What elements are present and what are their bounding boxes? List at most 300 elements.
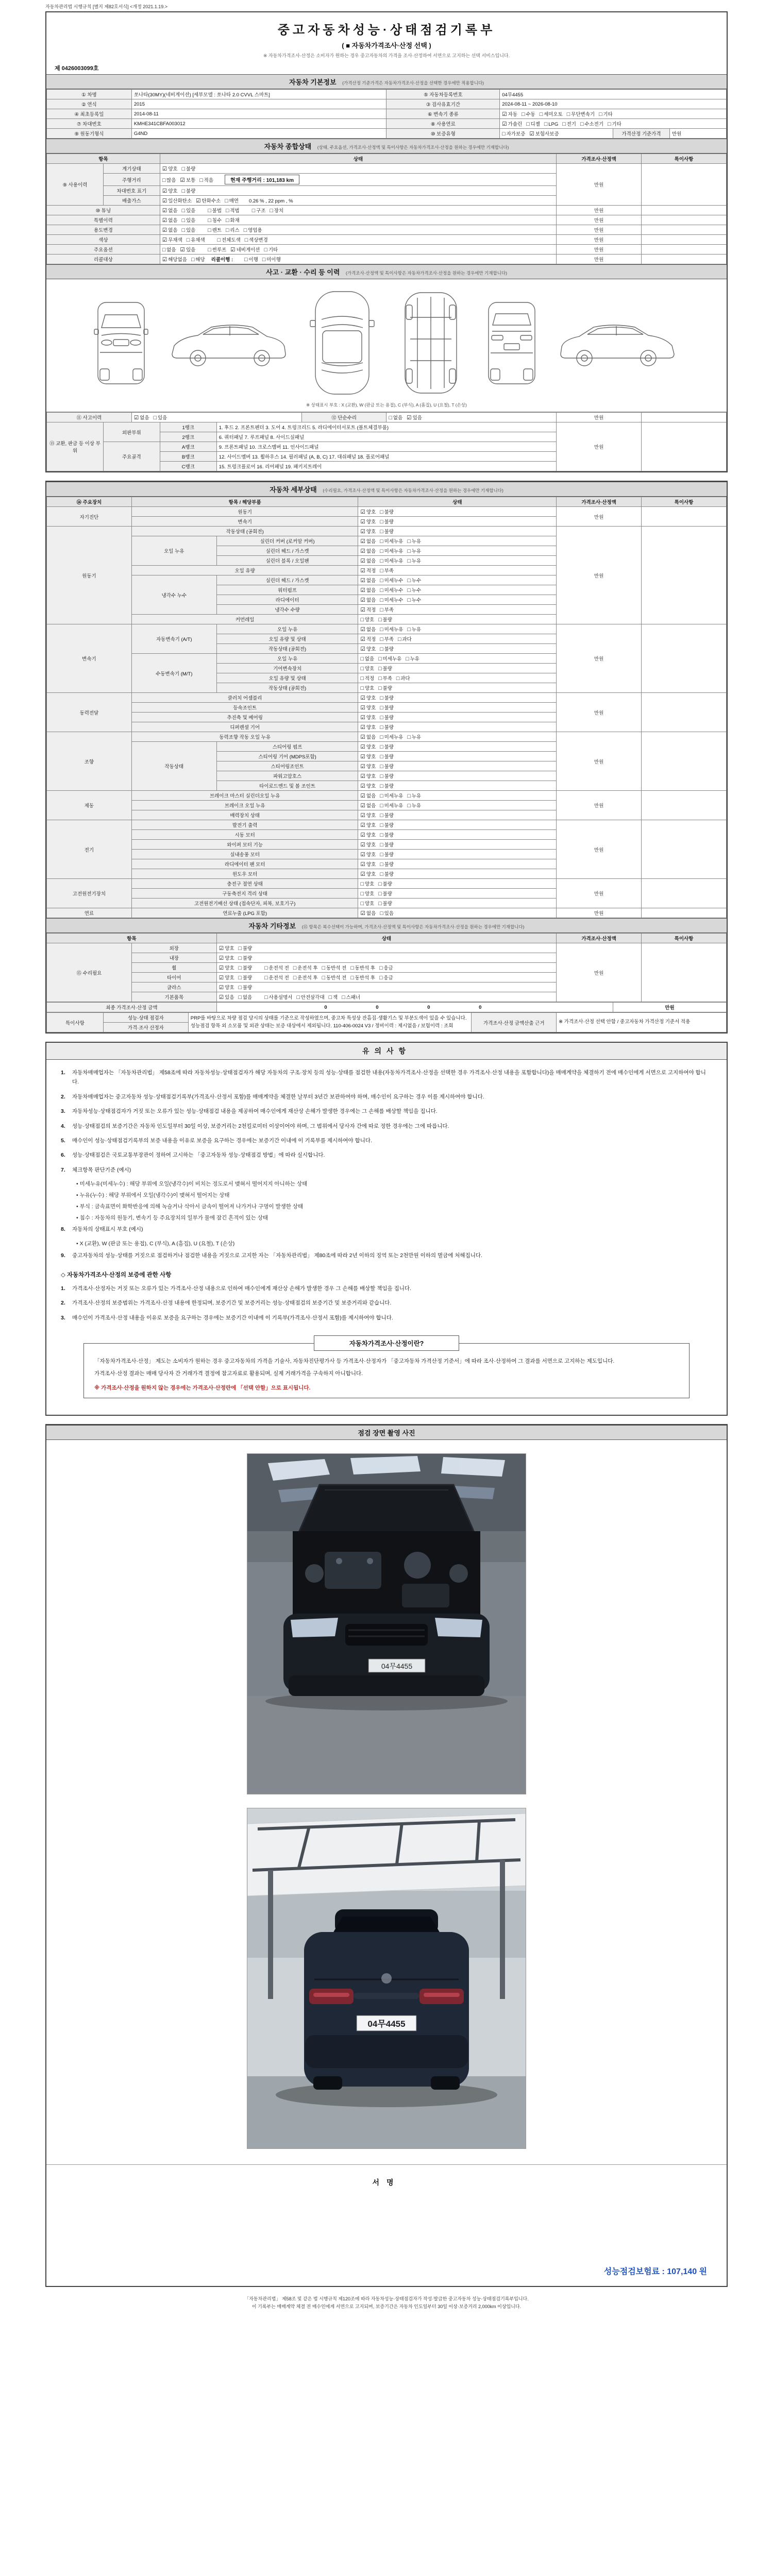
checkbox-checked[interactable]: ☑ 양호 xyxy=(360,861,376,868)
checkbox-checked[interactable]: ☑ 해당없음 xyxy=(162,257,187,263)
checkbox-empty[interactable]: □ 사용설명서 xyxy=(264,994,293,1001)
checkbox-icon: ☑ xyxy=(360,646,365,652)
checkbox-icon: ☑ xyxy=(360,832,365,838)
checkbox-checked[interactable]: ☑ 양호 xyxy=(360,852,376,858)
text-cell: 1. 후드 2. 프론트펜더 3. 도어 4. 트렁크리드 5. 라디에이터서포트 (볼트체결부품) xyxy=(216,422,556,432)
checkbox-empty[interactable]: □ 자가보증 xyxy=(502,131,526,137)
report-header-note: ※ 자동차가격조사·산정은 소비자가 원하는 경우 중고자동차의 가격을 조사·산정하여 서면으로 고지하는 선택 서비스입니다. xyxy=(263,53,510,58)
column-header: 특이사항 xyxy=(642,154,727,164)
checkbox-group xyxy=(219,956,256,961)
notice-number: 4. xyxy=(61,1123,65,1129)
checkbox-icon: □ xyxy=(378,666,382,672)
price-cell: 만원 xyxy=(557,791,642,820)
checkbox-empty[interactable]: □ 불법 xyxy=(208,208,222,214)
checkbox-empty[interactable]: □ 불량 xyxy=(378,617,392,623)
checkbox-empty[interactable]: □ 양호 xyxy=(360,666,375,672)
checkbox-icon: ☑ xyxy=(162,188,167,194)
checkbox-empty[interactable]: □ 동반석 후 xyxy=(350,975,376,981)
checkbox-empty[interactable]: □ 세미오토 xyxy=(539,111,563,117)
checkbox-icon: □ xyxy=(380,822,383,828)
checkbox-checked[interactable]: ☑ 양호 xyxy=(219,965,234,971)
checkbox-empty[interactable]: □ 불량 xyxy=(380,812,394,819)
checkbox-checked[interactable]: ☑ 양호 xyxy=(219,985,234,991)
checkbox-empty[interactable]: □ 응급 xyxy=(379,965,393,971)
checkbox-icon: □ xyxy=(225,198,228,204)
checkbox-icon: □ xyxy=(378,656,382,662)
checkbox-icon: ☑ xyxy=(162,166,167,172)
checkbox-empty[interactable]: □ 미세누유 xyxy=(378,656,402,662)
checkbox-checked[interactable]: ☑ 없음 xyxy=(133,415,149,421)
checkbox-icon: ☑ xyxy=(360,793,365,799)
checkbox-group xyxy=(162,257,209,263)
infobox-warning: ※ 가격조사·산정을 원하지 않는 경우에는 가격조사·산정란에 「선택 안함」으로 표시됩니다. xyxy=(94,1384,311,1391)
checkbox-icon: ☑ xyxy=(162,198,167,204)
checkbox-group xyxy=(360,578,425,584)
overall-condition-table xyxy=(46,154,727,264)
checkbox-checked[interactable]: ☑ 양호 xyxy=(360,832,376,838)
checkbox-empty[interactable]: □ 불량 xyxy=(380,695,394,701)
checkbox-empty[interactable]: □ 미세누유 xyxy=(380,558,404,564)
checkbox-empty[interactable]: □ 양호 xyxy=(360,881,375,887)
state-cell xyxy=(386,413,557,422)
checkbox-checked[interactable]: ☑ 가솔린 xyxy=(502,121,523,127)
notice-number: 7. xyxy=(61,1166,65,1173)
checkbox-icon: □ xyxy=(380,646,383,652)
checkbox-empty[interactable]: □ 없음 xyxy=(162,247,176,253)
checkbox-empty[interactable]: □ 화재 xyxy=(226,217,240,224)
table-row xyxy=(47,934,727,943)
item-label: 오일 유량 및 상태 xyxy=(216,634,358,644)
checkbox-empty[interactable]: □ 기타 xyxy=(608,121,621,127)
note-cell xyxy=(642,908,727,918)
item-label: 작동상태 (공회전) xyxy=(216,683,358,693)
checkbox-empty[interactable]: □ 전체도색 xyxy=(217,237,241,243)
checkbox-empty[interactable]: □ 운전석 전 xyxy=(264,975,289,981)
odometer-box: 현재 주행거리 : 101,183 km xyxy=(225,175,299,184)
field-value: KMHE341CBFA003012 xyxy=(131,119,386,129)
checkbox-checked[interactable]: ☑ 없음 xyxy=(360,578,376,584)
checkbox-empty[interactable]: □ 장치 xyxy=(270,208,284,214)
checkbox-empty[interactable]: □ 운전석 후 xyxy=(293,975,318,981)
column-header: 항목 xyxy=(47,934,217,943)
checkbox-checked[interactable]: ☑ 양호 xyxy=(360,519,376,525)
checkbox-icon: ☑ xyxy=(360,587,365,594)
checkbox-icon: □ xyxy=(350,975,354,981)
checkbox-checked[interactable]: ☑ 없음 xyxy=(360,538,376,545)
item-label: 와이퍼 모터 기능 xyxy=(131,840,358,850)
checkbox-empty[interactable]: □ 운전석 전 xyxy=(264,965,289,971)
checkbox-empty[interactable]: □ 전기 xyxy=(562,121,576,127)
checkbox-checked[interactable]: ☑ 있음 xyxy=(180,247,196,253)
checkbox-empty[interactable]: □ 미세누유 xyxy=(380,734,404,740)
car-top-diagram xyxy=(306,287,378,398)
checkbox-icon: ☑ xyxy=(360,568,365,574)
checkbox-empty[interactable]: □ 불량 xyxy=(378,881,392,887)
checkbox-empty[interactable]: □ 없음 xyxy=(389,415,403,421)
checkbox-icon: ☑ xyxy=(360,705,365,711)
checkbox-empty[interactable]: □ 동반석 후 xyxy=(350,965,376,971)
checkbox-empty[interactable]: □ 적법 xyxy=(226,208,240,214)
inspection-photo-engine-bay xyxy=(247,1453,526,1794)
item-label: 휠 xyxy=(131,963,216,973)
checkbox-icon: ☑ xyxy=(180,177,185,183)
item-label: 브레이크 마스터 실린더오일 누유 xyxy=(131,791,358,801)
checkbox-icon: ☑ xyxy=(360,764,365,770)
checkbox-empty[interactable]: □ 누유 xyxy=(407,793,422,799)
checkbox-checked[interactable]: ☑ 양호 xyxy=(360,744,376,750)
item-label: 수동변속기 (M/T) xyxy=(131,654,216,693)
checkbox-checked[interactable]: ☑ 양호 xyxy=(219,975,234,981)
checkbox-icon: □ xyxy=(378,685,382,691)
field-value: 쏘나타(30MY)(네비게이션) [세부모델 : 쏘나타 2.0 CVVL 스마트] xyxy=(131,90,386,99)
checkbox-empty[interactable]: □ 불량 xyxy=(380,783,394,789)
notice-subitem: • 미세누유(미세누수) : 해당 부위에 오일(냉각수)이 비치는 정도로서 맺혀서 떨어지지 아니하는 상태 xyxy=(76,1181,308,1187)
checkbox-empty[interactable]: □ 미세누유 xyxy=(380,803,404,809)
checkbox-checked[interactable]: ☑ 없음 xyxy=(360,910,376,917)
state-cell xyxy=(358,634,557,644)
checkbox-checked[interactable]: ☑ 적정 xyxy=(360,636,376,642)
checkbox-icon: □ xyxy=(181,188,185,194)
text-cell: 만원 xyxy=(613,1003,727,1012)
checkbox-empty[interactable]: □ 불량 xyxy=(380,764,394,770)
checkbox-empty[interactable]: □ 불량 xyxy=(378,891,392,897)
checkbox-empty[interactable]: □ 미세누수 xyxy=(380,587,404,594)
checkbox-checked[interactable]: ☑ 양호 xyxy=(219,945,234,952)
checkbox-checked[interactable]: ☑ 양호 xyxy=(360,764,376,770)
license-plate-text: 04무4455 xyxy=(367,2019,406,2029)
checkbox-empty[interactable]: □ 누유 xyxy=(406,656,419,662)
item-label: 라디에이터 xyxy=(216,595,358,605)
section-title: 자동차 기본정보 xyxy=(289,78,337,86)
checkbox-checked[interactable]: ☑ 무채색 xyxy=(162,237,182,243)
checkbox-empty[interactable]: □ 불량 xyxy=(181,188,196,194)
notes-box xyxy=(45,1042,728,1416)
checkbox-icon: □ xyxy=(380,861,383,868)
checkbox-empty[interactable]: □ 누수 xyxy=(407,578,422,584)
notice-number: 8. xyxy=(61,1226,65,1233)
checkbox-empty[interactable]: □ 누수 xyxy=(407,587,422,594)
license-plate-text: 04무4455 xyxy=(381,1662,413,1670)
checkbox-checked[interactable]: ☑ 일산화탄소 xyxy=(162,198,192,204)
note-cell xyxy=(642,879,727,908)
checkbox-checked[interactable]: ☑ 없음 xyxy=(162,227,178,233)
checkbox-empty[interactable]: □ 불량 xyxy=(380,519,394,525)
state-cell xyxy=(160,164,556,174)
section-subtitle: (수리필요, 가격조사·산정액 및 특이사항은 자동차가격조사·산정을 원하는 경우에만 기재합니다) xyxy=(323,488,503,493)
checkbox-empty[interactable]: □ 있음 xyxy=(181,227,196,233)
checkbox-empty[interactable]: □ 미세누수 xyxy=(380,578,404,584)
table-row xyxy=(47,527,727,536)
checkbox-empty[interactable]: □ 리스 xyxy=(226,227,240,233)
checkbox-icon: □ xyxy=(262,257,266,263)
checkbox-empty[interactable]: □ 누수 xyxy=(407,597,422,603)
checkbox-empty[interactable]: □ 미세누유 xyxy=(380,548,404,554)
checkbox-checked[interactable]: ☑ 없음 xyxy=(360,803,376,809)
checkbox-empty[interactable]: □ 있음 xyxy=(380,910,394,917)
checkbox-checked[interactable]: ☑ 보통 xyxy=(180,177,196,183)
checkbox-checked[interactable]: ☑ 자동 xyxy=(502,111,518,117)
checkbox-empty[interactable]: □ 누유 xyxy=(407,538,422,545)
checkbox-empty[interactable]: □ 양호 xyxy=(360,685,375,691)
checkbox-empty[interactable]: □ 잭 xyxy=(328,994,338,1001)
checkbox-empty[interactable]: □ 불량 xyxy=(380,529,394,535)
checkbox-empty[interactable]: □ 불량 xyxy=(380,842,394,848)
checkbox-checked[interactable]: ☑ 없음 xyxy=(360,626,376,633)
checkbox-checked[interactable]: ☑ 양호 xyxy=(162,188,178,194)
checkbox-empty[interactable]: □ 구조 xyxy=(251,208,266,214)
checkbox-icon: □ xyxy=(380,548,383,554)
checkbox-empty[interactable]: □ 없음 xyxy=(360,656,375,662)
group-label: 변속기 xyxy=(47,624,132,693)
item-label: 클러치 어셈블리 xyxy=(131,693,358,703)
group-label: 조향 xyxy=(47,732,132,791)
checkbox-empty[interactable]: □ 불량 xyxy=(238,975,253,981)
checkbox-checked[interactable]: ☑ 양호 xyxy=(360,871,376,877)
checkbox-empty[interactable]: □ 무단변속기 xyxy=(566,111,595,117)
signature-space[interactable] xyxy=(62,2188,711,2265)
checkbox-empty[interactable]: □ 불량 xyxy=(238,945,253,952)
state-cell xyxy=(216,982,556,992)
checkbox-empty[interactable]: □ 불량 xyxy=(380,744,394,750)
group-label: 전기 xyxy=(47,820,132,879)
checkbox-empty[interactable]: □ 적정 xyxy=(360,675,375,682)
state-cell xyxy=(160,215,556,225)
checkbox-icon: □ xyxy=(407,803,411,809)
checkbox-empty[interactable]: □ 있음 xyxy=(181,217,196,224)
checkbox-checked[interactable]: ☑ 네비게이션 xyxy=(230,247,260,253)
checkbox-empty[interactable]: □ 미세누유 xyxy=(380,538,404,545)
checkbox-checked[interactable]: ☑ 없음 xyxy=(360,558,376,564)
notice-item xyxy=(61,1122,712,1131)
checkbox-empty[interactable]: □ 미세누유 xyxy=(380,626,404,633)
notice-text: 가격조사·산정자는 거짓 또는 오류가 있는 가격조사·산정 내용으로 인하여 매수인에게 재산상 손해가 발생한 경우 그 손해를 배상할 책임을 집니다. xyxy=(72,1285,411,1292)
checkbox-empty[interactable]: □ 불량 xyxy=(378,901,392,907)
checkbox-icon: □ xyxy=(162,177,166,183)
checkbox-empty[interactable]: □ 불량 xyxy=(238,985,253,991)
checkbox-icon: □ xyxy=(502,131,506,137)
checkbox-empty[interactable]: □ 불량 xyxy=(378,685,392,691)
checkbox-icon: ☑ xyxy=(502,111,507,117)
checkbox-group xyxy=(208,228,266,233)
checkbox-empty[interactable]: □ 불량 xyxy=(380,822,394,828)
checkbox-empty[interactable]: □ 디젤 xyxy=(526,121,540,127)
checkbox-checked[interactable]: ☑ 탄화수소 xyxy=(196,198,221,204)
checkbox-checked[interactable]: ☑ 양호 xyxy=(360,812,376,819)
checkbox-icon: □ xyxy=(322,965,325,971)
checkbox-empty[interactable]: □ 응급 xyxy=(379,975,393,981)
checkbox-empty[interactable]: □ 미세누수 xyxy=(380,597,404,603)
table-row xyxy=(47,1003,727,1012)
checkbox-icon: □ xyxy=(217,237,221,243)
item-label: 가격·조사 산정자 xyxy=(103,1023,188,1032)
checkbox-empty[interactable]: □ LPG xyxy=(544,121,559,127)
inspector-opinion-table xyxy=(46,1012,727,1032)
checkbox-checked[interactable]: ☑ 양호 xyxy=(360,754,376,760)
checkbox-checked[interactable]: ☑ 양호 xyxy=(360,783,376,789)
checkbox-empty[interactable]: □ 불량 xyxy=(380,871,394,877)
checkbox-checked[interactable]: ☑ 양호 xyxy=(360,773,376,779)
checkbox-empty[interactable]: □ 부족 xyxy=(378,675,392,682)
checkbox-checked[interactable]: ☑ 양호 xyxy=(360,715,376,721)
notice-text: 자동차매매업자는 중고자동차 성능·상태점검기록부(가격조사·산정서 포함)를 매매계약을 체결한 날부터 3년간 보관하여야 하며, 매수인이 요구하는 경우 이를 제시하여야 합니다. xyxy=(72,1093,484,1100)
checkbox-checked[interactable]: ☑ 보험사보증 xyxy=(529,131,559,137)
field-value: G4ND xyxy=(131,129,386,139)
price-cell: 만원 xyxy=(557,624,642,693)
checkbox-empty[interactable]: □ 불량 xyxy=(380,832,394,838)
checkbox-checked[interactable]: ☑ 양호 xyxy=(360,842,376,848)
checkbox-checked[interactable]: ☑ 적정 xyxy=(360,568,376,574)
checkbox-empty[interactable]: □ 불량 xyxy=(380,861,394,868)
notice-text: 자동차매매업자는 「자동차관리법」 제58조에 따라 자동차성능·상태점검자가 해당 자동차의 구조·장치 등의 성능·상태를 점검한 내용(자동차가격조사·산정을 선택한 경우 가격조사·산정 내용을 포함합니다)을 매매계약을 체결하기 전에 매수인에게 서면으로 고지하여야 합니다. xyxy=(72,1070,706,1086)
checkbox-checked[interactable]: ☑ 없음 xyxy=(360,587,376,594)
checkbox-empty[interactable]: □ 불량 xyxy=(380,705,394,711)
checkbox-group xyxy=(360,558,425,564)
checkbox-group xyxy=(360,842,397,848)
checkbox-empty[interactable]: □ 불량 xyxy=(380,509,394,515)
field-label: ③ 검사유효기간 xyxy=(386,99,500,109)
checkbox-icon: □ xyxy=(380,705,383,711)
table-row xyxy=(47,225,727,235)
notice-item xyxy=(61,1251,712,1260)
checkbox-empty[interactable]: □ 불량 xyxy=(380,852,394,858)
checkbox-empty[interactable]: □ 부족 xyxy=(380,607,394,613)
checkbox-empty[interactable]: □ 양호 xyxy=(360,617,375,623)
checkbox-empty[interactable]: □ 있음 xyxy=(153,415,167,421)
checkbox-empty[interactable]: □ 불량 xyxy=(238,965,253,971)
checkbox-checked[interactable]: ☑ 양호 xyxy=(360,529,376,535)
price-cell: 만원 xyxy=(557,164,642,206)
checkbox-empty[interactable]: □ 운전석 후 xyxy=(293,965,318,971)
price-cell: 만원 xyxy=(557,732,642,791)
checkbox-empty[interactable]: □ 동반석 전 xyxy=(322,975,347,981)
checkbox-empty[interactable]: □ 수동 xyxy=(522,111,535,117)
checkbox-empty[interactable]: □ 수소전기 xyxy=(580,121,604,127)
notice-item xyxy=(61,1150,712,1160)
checkbox-checked[interactable]: ☑ 있음 xyxy=(407,415,422,421)
checkbox-icon: □ xyxy=(380,724,383,731)
checkbox-checked[interactable]: ☑ 없음 xyxy=(360,793,376,799)
checkbox-empty[interactable]: □ 과다 xyxy=(396,675,410,682)
item-label: ⑪ 사고이력 xyxy=(47,413,132,422)
state-cell xyxy=(358,575,557,585)
checkbox-empty[interactable]: □ 부족 xyxy=(380,636,394,642)
checkbox-empty[interactable]: □ 불량 xyxy=(380,724,394,731)
report-title: 중고자동차성능·상태점검기록부 xyxy=(277,23,496,37)
checkbox-empty[interactable]: □ 이행 xyxy=(244,257,258,263)
checkbox-empty[interactable]: □ 누유 xyxy=(407,548,422,554)
checkbox-checked[interactable]: ☑ 없음 xyxy=(162,217,178,224)
checkbox-icon: ☑ xyxy=(162,237,167,243)
checkbox-empty[interactable]: □ 썬루프 xyxy=(208,247,227,253)
checkbox-checked[interactable]: ☑ 없음 xyxy=(162,208,178,214)
checkbox-checked[interactable]: ☑ 양호 xyxy=(360,705,376,711)
checkbox-empty[interactable]: □ 불량 xyxy=(380,754,394,760)
checkbox-empty[interactable]: □ 영업용 xyxy=(243,227,262,233)
checkbox-icon: □ xyxy=(328,994,332,1001)
checkbox-empty[interactable]: □ 불량 xyxy=(238,955,253,961)
checkbox-empty[interactable]: □ 양호 xyxy=(360,891,375,897)
checkbox-icon: □ xyxy=(360,901,364,907)
checkbox-checked[interactable]: ☑ 있음 xyxy=(219,994,234,1001)
price-cell: 만원 xyxy=(557,693,642,732)
checkbox-checked[interactable]: ☑ 양호 xyxy=(360,509,376,515)
checkbox-icon: ☑ xyxy=(360,597,365,603)
checkbox-empty[interactable]: □ 불량 xyxy=(380,715,394,721)
checkbox-checked[interactable]: ☑ 양호 xyxy=(219,955,234,961)
checkbox-empty[interactable]: □ 있음 xyxy=(181,208,196,214)
checkbox-empty[interactable]: □ 동반석 전 xyxy=(322,965,347,971)
checkbox-checked[interactable]: ☑ 없음 xyxy=(360,734,376,740)
checkbox-empty[interactable]: □ 불량 xyxy=(181,166,196,172)
checkbox-icon: □ xyxy=(293,975,297,981)
checkbox-empty[interactable]: □ 누유 xyxy=(407,558,422,564)
checkbox-empty[interactable]: □ 불량 xyxy=(380,646,394,652)
checkbox-checked[interactable]: ☑ 양호 xyxy=(360,646,376,652)
checkbox-empty[interactable]: □ 과다 xyxy=(397,636,412,642)
checkbox-checked[interactable]: ☑ 없음 xyxy=(360,548,376,554)
checkbox-icon: □ xyxy=(380,597,383,603)
checkbox-group xyxy=(162,198,243,204)
checkbox-empty[interactable]: □ 적음 xyxy=(199,177,213,183)
checkbox-icon: □ xyxy=(238,975,242,981)
checkbox-checked[interactable]: ☑ 양호 xyxy=(360,724,376,731)
car-side-right-diagram xyxy=(557,315,680,371)
checkbox-empty[interactable]: □ 침수 xyxy=(208,217,222,224)
checkbox-group xyxy=(264,975,397,981)
checkbox-icon: □ xyxy=(599,111,602,117)
checkbox-empty[interactable]: □ 없음 xyxy=(238,994,253,1001)
checkbox-empty[interactable]: □ 불량 xyxy=(380,773,394,779)
checkbox-empty[interactable]: □ 많음 xyxy=(162,177,176,183)
checkbox-icon: ☑ xyxy=(219,994,224,1001)
checkbox-checked[interactable]: ☑ 양호 xyxy=(360,822,376,828)
note-cell xyxy=(642,164,727,206)
checkbox-icon: □ xyxy=(380,754,383,760)
state-cell xyxy=(358,850,557,859)
checkbox-checked[interactable]: ☑ 양호 xyxy=(360,695,376,701)
checkbox-icon: □ xyxy=(380,832,383,838)
checkbox-empty[interactable]: □ 불량 xyxy=(378,666,392,672)
checkbox-empty[interactable]: □ 색상변경 xyxy=(244,237,268,243)
checkbox-empty[interactable]: □ 스패너 xyxy=(342,994,361,1001)
checkbox-empty[interactable]: □ 해당 xyxy=(191,257,205,263)
checkbox-group xyxy=(244,257,285,263)
checkbox-checked[interactable]: ☑ 양호 xyxy=(162,166,178,172)
checkbox-empty[interactable]: □ 누유 xyxy=(407,803,422,809)
checkbox-icon: □ xyxy=(270,208,273,214)
checkbox-icon: ☑ xyxy=(529,131,534,137)
checkbox-empty[interactable]: □ 기타 xyxy=(599,111,613,117)
item-label: 연료누출 (LPG 포함) xyxy=(131,908,358,918)
checkbox-empty[interactable]: □ 매연 xyxy=(225,198,239,204)
checkbox-icon: □ xyxy=(238,985,242,991)
checkbox-empty[interactable]: □ 기타 xyxy=(264,247,278,253)
checkbox-empty[interactable]: □ 안전삼각대 xyxy=(296,994,325,1001)
group-label: 원동기 xyxy=(47,527,132,624)
checkbox-empty[interactable]: □ 유채색 xyxy=(186,237,205,243)
checkbox-empty[interactable]: □ 양호 xyxy=(360,901,375,907)
checkbox-empty[interactable]: □ 미세누유 xyxy=(380,793,404,799)
checkbox-checked[interactable]: ☑ 없음 xyxy=(360,597,376,603)
item-label: 특별이력 xyxy=(47,215,160,225)
checkbox-checked[interactable]: ☑ 적정 xyxy=(360,607,376,613)
car-rear-diagram xyxy=(483,299,540,387)
checkbox-empty[interactable]: □ 렌트 xyxy=(208,227,222,233)
checkbox-empty[interactable]: □ 부족 xyxy=(380,568,394,574)
checkbox-empty[interactable]: □ 미이행 xyxy=(262,257,281,263)
checkbox-empty[interactable]: □ 누유 xyxy=(407,734,422,740)
checkbox-empty[interactable]: □ 누유 xyxy=(407,626,422,633)
